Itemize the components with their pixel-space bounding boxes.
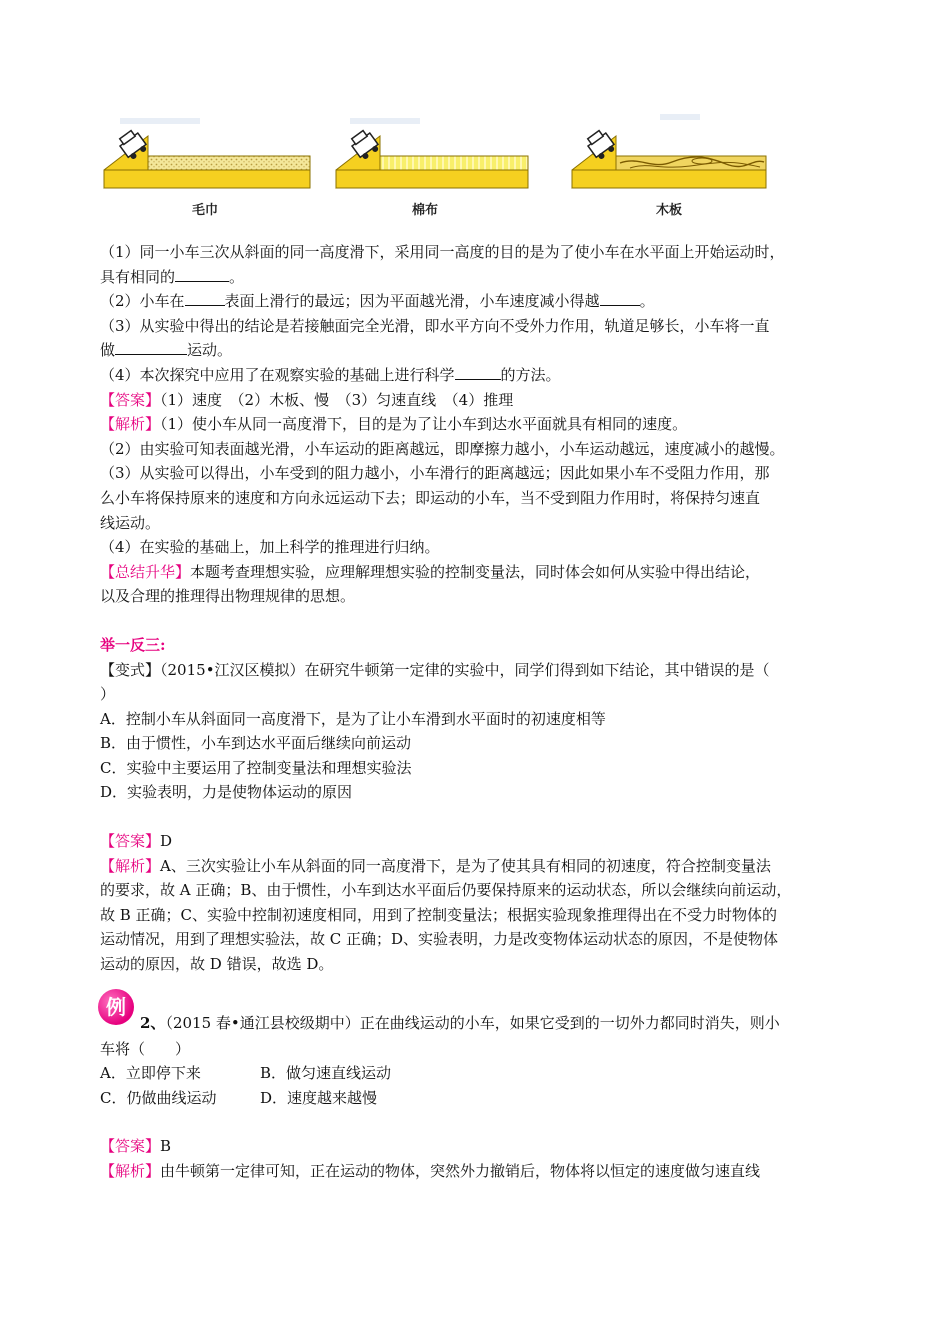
analysis-tag: 【解析】 [100, 415, 161, 434]
analysis-1-line-5: 线运动。 [100, 513, 161, 532]
variant-option-d: D．实验表明，力是使物体运动的原因 [100, 783, 353, 802]
question-3-line-1: （3）从实验中得出的结论是若接触面完全光滑，即水平方向不受外力作用，轨道足够长，小车将一直 [100, 316, 770, 335]
experiment-figure [100, 108, 780, 226]
variant-heading: 举一反三: [100, 635, 166, 654]
summary-line-1 [100, 560, 860, 585]
question-1-line-2 [100, 265, 860, 290]
question-2-text-c: 。 [639, 292, 655, 311]
analysis-1-line-4: 么小车将保持原来的速度和方向永远运动下去；即运动的小车，当不受到阻力作用时，将保持匀速直 [100, 488, 761, 507]
question-1-text: 具有相同的 [100, 267, 176, 286]
variant-tag: 【变式】 [100, 660, 161, 679]
option-a: A．立即停下来 [100, 1064, 201, 1083]
ramp-towel [104, 118, 310, 218]
analysis-2-line-1 [100, 854, 860, 879]
analysis-2-line-4: 运动情况，用到了理想实验法，故 C 正确；D、实验表明，力是改变物体运动状态的原因，不是使物体 [100, 930, 779, 949]
ramp-label-cotton: 棉布 [412, 203, 439, 218]
variant-option-a: A．控制小车从斜面同一高度滑下，是为了让小车滑到水平面时的初速度相等 [100, 709, 606, 728]
question-4-text-a: （4）本次探究中应用了在观察实验的基础上进行科学 [100, 365, 455, 384]
question-1-line-1: （1）同一小车三次从斜面的同一高度滑下，采用同一高度的目的是为了使小车在水平面上开始运动时， [100, 243, 785, 261]
variant-option-b: B．由于惯性，小车到达水平面后继续向前运动 [100, 734, 412, 753]
answer-text: （1）速度 （2）木板、慢 （3）匀速直线 （4）推理 [160, 390, 514, 409]
answer-tag: 【答案】 [100, 390, 161, 409]
answer-text: B [160, 1137, 172, 1156]
summary-line-2: 以及合理的推理得出物理规律的思想。 [100, 587, 356, 606]
option-c: C．仍做曲线运动 [100, 1088, 217, 1107]
question-4-text-b: 的方法。 [500, 365, 561, 384]
example-2-line-1 [140, 1011, 780, 1036]
analysis-2-line-3: 故 B 正确；C、实验中控制初速度相同，用到了控制变量法；根据实验现象推理得出在不受力时物体的 [100, 905, 778, 924]
answer-tag: 【答案】 [100, 1137, 161, 1156]
analysis-2-line-5: 运动的原因，故 D 错误，故选 D。 [100, 955, 334, 974]
analysis-1-line-3: （3）从实验可以得出，小车受到的阻力越小，小车滑行的距离越远；因此如果小车不受阻力作用，那 [100, 464, 770, 483]
fill-blank [600, 289, 640, 306]
variant-line-2: ） [100, 685, 116, 704]
question-3-text-b: 做 [100, 341, 116, 360]
ramp-label-wood: 木板 [656, 203, 683, 218]
summary-tag: 【总结升华】 [100, 562, 191, 581]
question-2-text-b: 表面上滑行的最远；因为平面越光滑，小车速度减小得越 [224, 292, 600, 311]
answer-1 [100, 388, 860, 413]
summary-text-1: 本题考查理想实验，应理解理想实验的控制变量法，同时体会如何从实验中得出结论， [190, 562, 761, 581]
fill-blank [185, 289, 225, 306]
example-2-options-ab [100, 1061, 860, 1086]
question-4 [100, 363, 860, 388]
variant-line-1 [100, 658, 860, 683]
fill-blank [115, 338, 187, 355]
question-2-text-a: （2）小车在 [100, 292, 185, 311]
analysis-3-text-1: 由牛顿第一定律可知，正在运动的物体，突然外力撤销后，物体将以恒定的速度做匀速直线 [160, 1162, 761, 1180]
option-d: D．速度越来越慢 [260, 1088, 378, 1107]
analysis-2-line-2: 的要求，故 A 正确；B、由于惯性，小车到达水平面后仍要保持原来的运动状态，所以会继续向前运动， [100, 881, 792, 900]
example-2-line-2: 车将（ ） [100, 1039, 191, 1058]
analysis-1-text-1: （1）使小车从同一高度滑下，目的是为了让小车到达水平面就具有相同的速度。 [160, 415, 688, 434]
example-badge-icon: 例 [98, 989, 134, 1025]
example-2-text-1: （2015 春•通江县校级期中）正在曲线运动的小车，如果它受到的一切外力都同时消失，则小 [165, 1013, 780, 1032]
question-1-end: 。 [229, 267, 245, 286]
analysis-3-line-1 [100, 1159, 860, 1184]
question-3-line-2 [100, 338, 860, 363]
answer-3 [100, 1134, 860, 1159]
question-2 [100, 289, 860, 314]
question-3-text-c: 运动。 [187, 341, 233, 360]
document-body [100, 240, 860, 1184]
analysis-1-line-1 [100, 412, 860, 437]
answer-text: D [160, 832, 173, 851]
analysis-2-text-1: A、三次实验让小车从斜面的同一高度滑下，是为了使其具有相同的初速度，符合控制变量法 [160, 856, 771, 875]
example-2-header [100, 993, 860, 1037]
analysis-tag: 【解析】 [100, 1162, 161, 1180]
ramp-cotton [336, 118, 528, 218]
analysis-tag: 【解析】 [100, 856, 161, 875]
option-b: B．做匀速直线运动 [260, 1064, 392, 1083]
analysis-1-line-2: （2）由实验可知表面越光滑，小车运动的距离越远，即摩擦力越小，小车运动越远，速度减小的越慢。 [100, 439, 785, 458]
ramp-illustration [100, 108, 780, 226]
answer-tag: 【答案】 [100, 832, 161, 851]
ramp-wood [572, 114, 766, 218]
example-2-options-cd [100, 1086, 860, 1111]
variant-text-1: （2015•江汉区模拟）在研究牛顿第一定律的实验中，同学们得到如下结论，其中错误的是（ [160, 660, 770, 679]
fill-blank [175, 265, 229, 282]
example-number: 2、 [140, 1013, 166, 1032]
variant-option-c: C．实验中主要运用了控制变量法和理想实验法 [100, 758, 412, 777]
fill-blank [455, 363, 501, 380]
analysis-1-line-6: （4）在实验的基础上，加上科学的推理进行归纳。 [100, 538, 440, 557]
ramp-label-towel: 毛巾 [192, 203, 219, 218]
answer-2 [100, 829, 860, 854]
